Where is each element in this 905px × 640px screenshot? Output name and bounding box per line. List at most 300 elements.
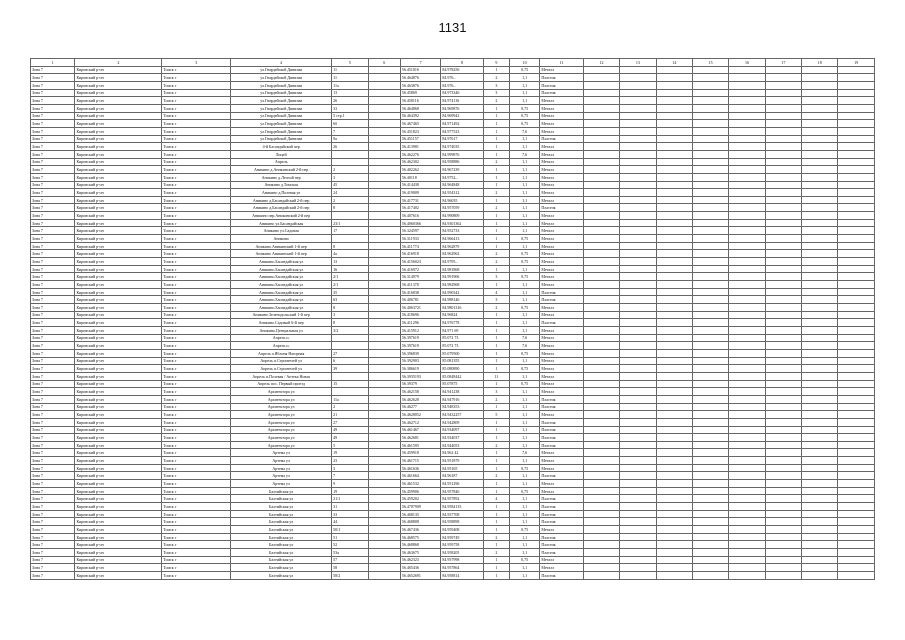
table-cell: Томск г: [162, 449, 231, 457]
table-cell: Зона 7: [31, 418, 75, 426]
table-row: [31, 441, 875, 449]
table-cell: Зона 7: [31, 571, 75, 579]
table-cell: [692, 449, 728, 457]
table-cell: [368, 196, 400, 204]
table-cell: Томск г: [162, 273, 231, 281]
table-cell: [838, 434, 875, 442]
table-cell: Металл: [540, 556, 583, 564]
table-cell: Балтийская ул: [231, 518, 332, 526]
table-cell: Апрель п.Полевая / Аптека Новая: [231, 372, 332, 380]
table-cell: 2: [483, 304, 509, 312]
table-cell: Артема ул: [231, 449, 332, 457]
table-cell: [620, 166, 656, 174]
table-cell: 1,1: [510, 549, 540, 557]
table-cell: Кировский р-он: [75, 495, 162, 503]
table-cell: [729, 334, 765, 342]
table-cell: 1: [483, 66, 509, 74]
table-cell: Томск г: [162, 334, 231, 342]
table-cell: Металл: [540, 212, 583, 220]
table-cell: 84.951296: [441, 480, 483, 488]
table-cell: Зона 7: [31, 533, 75, 541]
table-cell: ул.Гвардейской Дивизии: [231, 89, 332, 97]
table-cell: Томск г: [162, 472, 231, 480]
table-cell: [583, 189, 619, 197]
table-cell: Зона 7: [31, 89, 75, 97]
table-cell: Томск г: [162, 495, 231, 503]
table-cell: 2: [332, 196, 368, 204]
table-cell: Томск г: [162, 349, 231, 357]
table-cell: [368, 571, 400, 579]
table-cell: Зона 7: [31, 204, 75, 212]
table-cell: 56.467436: [400, 526, 440, 534]
table-cell: 0,75: [510, 556, 540, 564]
table-cell: Балтийская ул: [231, 549, 332, 557]
table-cell: [729, 357, 765, 365]
table-cell: [583, 464, 619, 472]
table-cell: 1,1: [510, 173, 540, 181]
table-cell: Кировский р-он: [75, 434, 162, 442]
table-cell: Кировский р-он: [75, 541, 162, 549]
table-cell: Металл: [540, 564, 583, 572]
table-cell: 56.468575: [400, 533, 440, 541]
table-cell: [656, 304, 692, 312]
table-cell: [368, 418, 400, 426]
table-cell: [838, 411, 875, 419]
table-cell: [802, 81, 838, 89]
table-cell: 84.978256: [441, 66, 483, 74]
table-cell: [692, 526, 728, 534]
table-cell: Кировский р-он: [75, 89, 162, 97]
table-cell: [656, 418, 692, 426]
table-cell: 1: [483, 150, 509, 158]
table-cell: [692, 334, 728, 342]
table-cell: Балтийская ул: [231, 503, 332, 511]
table-cell: Зона 7: [31, 349, 75, 357]
table-cell: Архитектора ул: [231, 388, 332, 396]
table-cell: Балтийская ул: [231, 526, 332, 534]
table-cell: 8: [332, 204, 368, 212]
table-cell: [838, 204, 875, 212]
table-cell: [620, 487, 656, 495]
table-cell: [692, 250, 728, 258]
table-cell: Аникино д.Басандайский 2-й пер: [231, 196, 332, 204]
table-body: [31, 59, 875, 580]
table-cell: Аникино.Зеленодольский 1-й пер: [231, 311, 332, 319]
table-cell: [729, 135, 765, 143]
table-cell: Томск г: [162, 533, 231, 541]
table-cell: 1: [483, 556, 509, 564]
table-cell: [765, 549, 801, 557]
table-cell: [765, 464, 801, 472]
table-cell: [656, 334, 692, 342]
table-cell: [368, 541, 400, 549]
table-cell: Кировский р-он: [75, 127, 162, 135]
table-cell: [656, 250, 692, 258]
table-cell: [583, 281, 619, 289]
table-cell: 3: [332, 173, 368, 181]
table-cell: [656, 235, 692, 243]
table-cell: 1,1: [510, 219, 540, 227]
table-cell: [656, 97, 692, 105]
table-cell: [368, 334, 400, 342]
table-cell: Томск г: [162, 158, 231, 166]
table-cell: [765, 235, 801, 243]
table-cell: 56.461636: [400, 464, 440, 472]
table-cell: Аникино.Центральная ул: [231, 326, 332, 334]
table-cell: 56.418696: [400, 311, 440, 319]
table-cell: [838, 549, 875, 557]
table-cell: [729, 296, 765, 304]
table-cell: [692, 380, 728, 388]
table-cell: [692, 143, 728, 151]
table-cell: [802, 426, 838, 434]
table-cell: 15: [332, 380, 368, 388]
table-cell: Балтийская ул: [231, 487, 332, 495]
table-cell: 1: [483, 219, 509, 227]
table-cell: [368, 219, 400, 227]
table-cell: [620, 181, 656, 189]
table-cell: [729, 89, 765, 97]
column-number: 13: [620, 59, 656, 67]
table-cell: 51: [332, 533, 368, 541]
table-cell: [368, 395, 400, 403]
table-cell: 56.462628: [400, 395, 440, 403]
table-cell: [838, 66, 875, 74]
table-row: [31, 173, 875, 181]
table-cell: 84.958898: [441, 518, 483, 526]
table-cell: Кировский р-он: [75, 372, 162, 380]
table-cell: [656, 242, 692, 250]
table-cell: [620, 242, 656, 250]
table-cell: 1,1: [510, 403, 540, 411]
table-cell: Зона 7: [31, 426, 75, 434]
table-cell: [802, 89, 838, 97]
table-cell: [656, 143, 692, 151]
table-cell: [802, 104, 838, 112]
table-cell: [802, 487, 838, 495]
table-cell: 4: [483, 288, 509, 296]
table-cell: [838, 212, 875, 220]
table-cell: 1,1: [510, 472, 540, 480]
table-cell: [692, 189, 728, 197]
table-cell: [583, 395, 619, 403]
table-cell: [692, 342, 728, 350]
table-cell: [802, 518, 838, 526]
table-cell: Зона 7: [31, 334, 75, 342]
table-cell: [656, 449, 692, 457]
table-cell: 56.396839: [400, 349, 440, 357]
table-cell: [765, 503, 801, 511]
table-row: [31, 403, 875, 411]
table-cell: [692, 541, 728, 549]
table-cell: [729, 495, 765, 503]
table-row: [31, 311, 875, 319]
table-cell: [802, 74, 838, 82]
table-cell: Зона 7: [31, 441, 75, 449]
table-cell: [765, 189, 801, 197]
table-cell: 1: [483, 319, 509, 327]
table-cell: Зона 7: [31, 189, 75, 197]
table-cell: [729, 326, 765, 334]
table-cell: [583, 426, 619, 434]
table-cell: [583, 258, 619, 266]
table-cell: [802, 395, 838, 403]
table-cell: [656, 296, 692, 304]
table-cell: Пластик: [540, 533, 583, 541]
table-cell: Томск г: [162, 242, 231, 250]
table-cell: Металл: [540, 304, 583, 312]
table-cell: 84.990809: [441, 212, 483, 220]
table-cell: [583, 564, 619, 572]
table-row: [31, 503, 875, 511]
table-cell: ул.Гвардейской Дивизии: [231, 74, 332, 82]
table-cell: 9а: [332, 135, 368, 143]
table-cell: 1,1: [510, 74, 540, 82]
table-cell: Томск г: [162, 66, 231, 74]
table-cell: 1,1: [510, 212, 540, 220]
table-cell: [583, 418, 619, 426]
table-cell: [583, 449, 619, 457]
table-cell: Архитектора ул: [231, 441, 332, 449]
table-cell: 1,1: [510, 204, 540, 212]
table-cell: [765, 556, 801, 564]
table-cell: 1,1: [510, 296, 540, 304]
table-cell: Металл: [540, 143, 583, 151]
table-cell: [656, 166, 692, 174]
table-cell: [583, 533, 619, 541]
table-cell: [765, 472, 801, 480]
table-cell: 56.464392: [400, 112, 440, 120]
table-cell: [838, 81, 875, 89]
table-cell: [620, 127, 656, 135]
table-cell: Томск г: [162, 81, 231, 89]
table-cell: [802, 357, 838, 365]
table-cell: Томск г: [162, 434, 231, 442]
table-cell: [729, 227, 765, 235]
table-cell: [656, 135, 692, 143]
table-cell: Металл: [540, 526, 583, 534]
table-cell: [765, 357, 801, 365]
table-cell: [729, 212, 765, 220]
table-cell: [368, 319, 400, 327]
table-cell: [583, 556, 619, 564]
table-cell: Металл: [540, 388, 583, 396]
table-cell: Пластик: [540, 81, 583, 89]
table-cell: 1: [483, 434, 509, 442]
table-cell: Томск г: [162, 112, 231, 120]
table-cell: Томск г: [162, 181, 231, 189]
table-row: [31, 227, 875, 235]
table-cell: 84.952733: [441, 227, 483, 235]
table-cell: 84.9432257: [441, 411, 483, 419]
table-cell: Аникино.Басандайская ул: [231, 281, 332, 289]
table-cell: [838, 426, 875, 434]
table-cell: [802, 549, 838, 557]
table-cell: [583, 365, 619, 373]
table-cell: 1: [483, 104, 509, 112]
table-cell: [765, 380, 801, 388]
table-cell: 0,75: [510, 66, 540, 74]
table-cell: [620, 518, 656, 526]
table-cell: 7,6: [510, 334, 540, 342]
table-cell: [802, 380, 838, 388]
table-cell: 58/2: [332, 571, 368, 579]
table-cell: [729, 418, 765, 426]
table-row: [31, 464, 875, 472]
table-cell: Кировский р-он: [75, 112, 162, 120]
table-cell: Томск г: [162, 97, 231, 105]
table-cell: Зона 7: [31, 526, 75, 534]
table-row: [31, 395, 875, 403]
table-cell: [838, 281, 875, 289]
table-cell: [692, 74, 728, 82]
table-cell: Аникино.Басандайская ул: [231, 288, 332, 296]
table-cell: Зона 7: [31, 258, 75, 266]
table-cell: [692, 227, 728, 235]
table-cell: Зона 7: [31, 173, 75, 181]
table-cell: [765, 143, 801, 151]
table-cell: 85.072 73: [441, 342, 483, 350]
table-cell: Металл: [540, 258, 583, 266]
table-cell: Артема ул: [231, 464, 332, 472]
table-cell: [620, 104, 656, 112]
table-cell: [692, 533, 728, 541]
table-cell: [802, 112, 838, 120]
table-cell: [838, 526, 875, 534]
table-cell: Металл: [540, 196, 583, 204]
table-cell: [656, 127, 692, 135]
table-cell: [692, 549, 728, 557]
table-cell: ул.Гвардейской Дивизии: [231, 81, 332, 89]
table-cell: [838, 395, 875, 403]
table-cell: [368, 403, 400, 411]
table-cell: Томск г: [162, 189, 231, 197]
table-cell: 1: [483, 464, 509, 472]
table-cell: 8: [332, 319, 368, 327]
table-cell: 3: [483, 273, 509, 281]
table-cell: [729, 365, 765, 373]
table-cell: 56.4628052: [400, 411, 440, 419]
table-cell: [692, 365, 728, 373]
table-cell: Томск г: [162, 457, 231, 465]
table-cell: Зона 7: [31, 196, 75, 204]
table-cell: [765, 304, 801, 312]
table-cell: 84.942809: [441, 418, 483, 426]
table-cell: 85.072 73: [441, 334, 483, 342]
table-cell: Металл: [540, 66, 583, 74]
table-cell: Пластик: [540, 135, 583, 143]
table-row: [31, 74, 875, 82]
table-cell: 56.451016: [400, 66, 440, 74]
table-cell: [583, 342, 619, 350]
table-cell: Кировский р-он: [75, 81, 162, 89]
table-cell: 84.95165: [441, 464, 483, 472]
table-cell: Апрель п.Яблоня Нагорная: [231, 349, 332, 357]
table-cell: 84.969876: [441, 104, 483, 112]
table-cell: 1: [483, 196, 509, 204]
table-cell: [620, 334, 656, 342]
table-cell: [368, 357, 400, 365]
table-cell: 1: [483, 281, 509, 289]
table-cell: [802, 127, 838, 135]
table-cell: Архитектора ул: [231, 418, 332, 426]
table-cell: 11: [332, 74, 368, 82]
table-cell: 1: [483, 120, 509, 128]
table-row: [31, 250, 875, 258]
table-cell: [765, 173, 801, 181]
table-cell: [368, 97, 400, 105]
table-cell: 84.957892: [441, 495, 483, 503]
table-cell: Кировский р-он: [75, 564, 162, 572]
table-cell: 49: [332, 434, 368, 442]
table-row: [31, 564, 875, 572]
table-cell: 84.969942: [441, 112, 483, 120]
table-cell: 2: [483, 97, 509, 105]
table-cell: Кировский р-он: [75, 265, 162, 273]
table-cell: Металл: [540, 104, 583, 112]
table-cell: [368, 342, 400, 350]
table-cell: [838, 158, 875, 166]
table-cell: Апрель п.: [231, 334, 332, 342]
table-cell: [656, 342, 692, 350]
table-cell: Томск г: [162, 357, 231, 365]
table-cell: [368, 189, 400, 197]
table-cell: [620, 135, 656, 143]
table-cell: Архитектора ул: [231, 434, 332, 442]
table-cell: 56.468135: [400, 510, 440, 518]
table-cell: [802, 365, 838, 373]
table-cell: Металл: [540, 365, 583, 373]
table-cell: [656, 480, 692, 488]
table-cell: 24: [332, 189, 368, 197]
table-cell: [656, 426, 692, 434]
table-cell: 56.464868: [400, 104, 440, 112]
column-number: 4: [231, 59, 332, 67]
table-cell: Пластик: [540, 403, 583, 411]
table-cell: 84.9301362: [441, 219, 483, 227]
table-cell: [729, 196, 765, 204]
table-row: [31, 258, 875, 266]
table-cell: [838, 319, 875, 327]
table-cell: 2: [483, 441, 509, 449]
table-cell: Томск г: [162, 526, 231, 534]
table-cell: [765, 89, 801, 97]
table-cell: Аникино д.Лесной пер: [231, 173, 332, 181]
table-cell: 1: [483, 212, 509, 220]
table-cell: [765, 104, 801, 112]
table-cell: [729, 273, 765, 281]
table-cell: [368, 288, 400, 296]
table-cell: [368, 311, 400, 319]
table-cell: 49: [332, 426, 368, 434]
table-cell: [802, 556, 838, 564]
table-cell: 2: [483, 472, 509, 480]
table-cell: [838, 288, 875, 296]
table-cell: 0,75: [510, 526, 540, 534]
table-cell: Зона 7: [31, 304, 75, 312]
table-cell: [729, 518, 765, 526]
table-cell: Аникино пер.Аникинский 2-й пер: [231, 212, 332, 220]
table-cell: [765, 372, 801, 380]
table-cell: [620, 189, 656, 197]
table-cell: 56.397619: [400, 334, 440, 342]
table-cell: Кировский р-он: [75, 571, 162, 579]
table-cell: [838, 304, 875, 312]
table-cell: Томск г: [162, 556, 231, 564]
table-cell: Кировский р-он: [75, 556, 162, 564]
table-cell: Томск г: [162, 518, 231, 526]
table-cell: [729, 81, 765, 89]
